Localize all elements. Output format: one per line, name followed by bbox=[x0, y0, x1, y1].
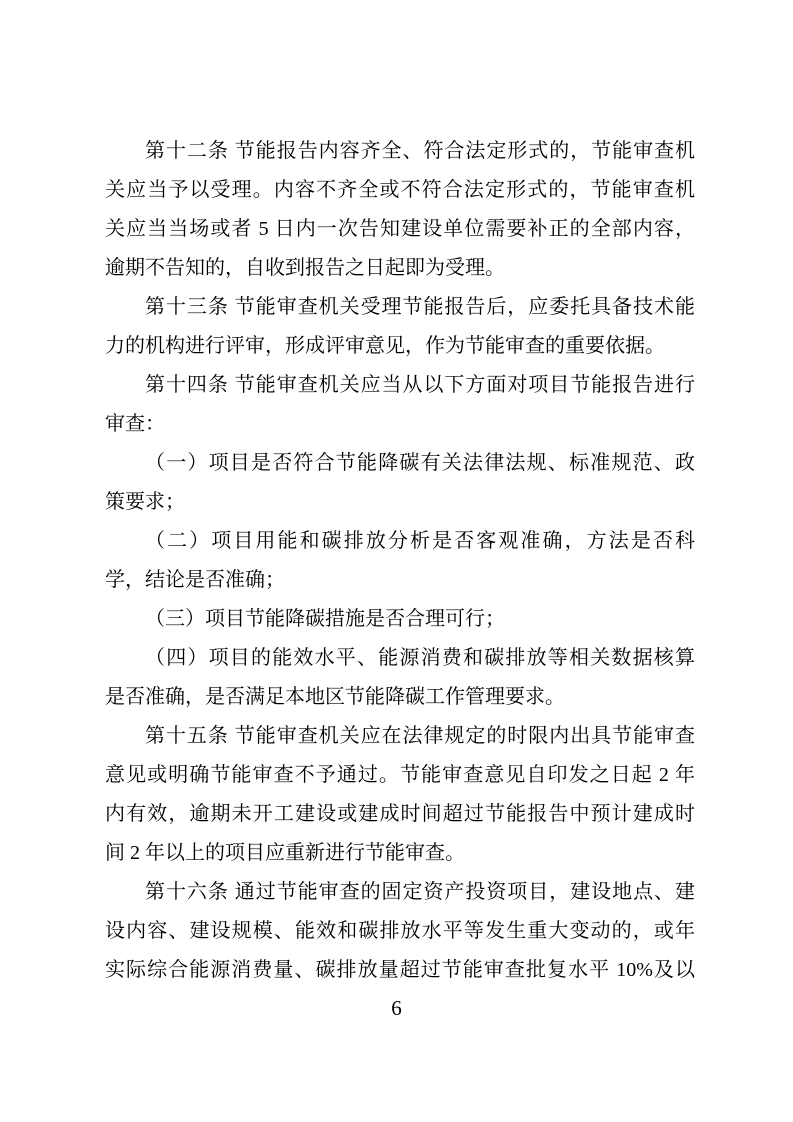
paragraph-line: 审查： bbox=[105, 413, 165, 435]
paragraph-line: 力的机构进行评审，形成评审意见，作为节能审查的重要依据。 bbox=[105, 335, 665, 357]
paragraph-article-13 bbox=[105, 288, 695, 366]
paragraph-article-14-item-3 bbox=[105, 600, 695, 639]
paragraph-article-14-item-4 bbox=[105, 639, 695, 717]
paragraph-line: 内有效，逾期未开工建设或建成时间超过节能报告中预计建成时 bbox=[105, 803, 695, 825]
paragraph-line: 实际综合能源消费量、碳排放量超过节能审查批复水平 10%及以 bbox=[105, 959, 695, 981]
paragraph-line: 设内容、建设规模、能效和碳排放水平等发生重大变动的，或年 bbox=[105, 920, 695, 942]
paragraph-line: 第十五条 节能审查机关应在法律规定的时限内出具节能审查 bbox=[145, 725, 695, 747]
paragraph-line: （二）项目用能和碳排放分析是否客观准确，方法是否科 bbox=[145, 530, 695, 552]
paragraph-line: 间 2 年以上的项目应重新进行节能审查。 bbox=[105, 842, 465, 864]
paragraph-line: 是否准确，是否满足本地区节能降碳工作管理要求。 bbox=[105, 686, 565, 708]
paragraph-line: （一）项目是否符合节能降碳有关法律法规、标准规范、政 bbox=[145, 452, 695, 474]
paragraph-article-12 bbox=[105, 132, 695, 288]
paragraph-line: （三）项目节能降碳措施是否合理可行； bbox=[145, 608, 505, 630]
paragraph-line: 策要求； bbox=[105, 491, 185, 513]
page-number: 6 bbox=[391, 996, 402, 1020]
paragraph-line: 意见或明确节能审查不予通过。节能审查意见自印发之日起 2 年 bbox=[105, 764, 695, 786]
paragraph-article-15 bbox=[105, 717, 695, 873]
paragraph-line: 第十六条 通过节能审查的固定资产投资项目，建设地点、建 bbox=[145, 881, 695, 903]
paragraph-article-14-item-1 bbox=[105, 444, 695, 522]
paragraph-line: 第十二条 节能报告内容齐全、符合法定形式的，节能审查机 bbox=[145, 140, 695, 162]
paragraph-line: 第十四条 节能审查机关应当从以下方面对项目节能报告进行 bbox=[145, 374, 695, 396]
paragraph-article-16 bbox=[105, 873, 695, 990]
paragraph-line: 逾期不告知的，自收到报告之日起即为受理。 bbox=[105, 257, 505, 279]
paragraph-article-14 bbox=[105, 366, 695, 444]
paragraph-line: 关应当予以受理。内容不齐全或不符合法定形式的，节能审查机 bbox=[105, 179, 695, 201]
paragraph-article-14-item-2 bbox=[105, 522, 695, 600]
document-body bbox=[105, 132, 695, 990]
paragraph-line: 第十三条 节能审查机关受理节能报告后，应委托具备技术能 bbox=[145, 296, 695, 318]
paragraph-line: 关应当当场或者 5 日内一次告知建设单位需要补正的全部内容， bbox=[105, 218, 695, 240]
paragraph-line: （四）项目的能效水平、能源消费和碳排放等相关数据核算 bbox=[145, 647, 695, 669]
paragraph-line: 学，结论是否准确； bbox=[105, 569, 285, 591]
